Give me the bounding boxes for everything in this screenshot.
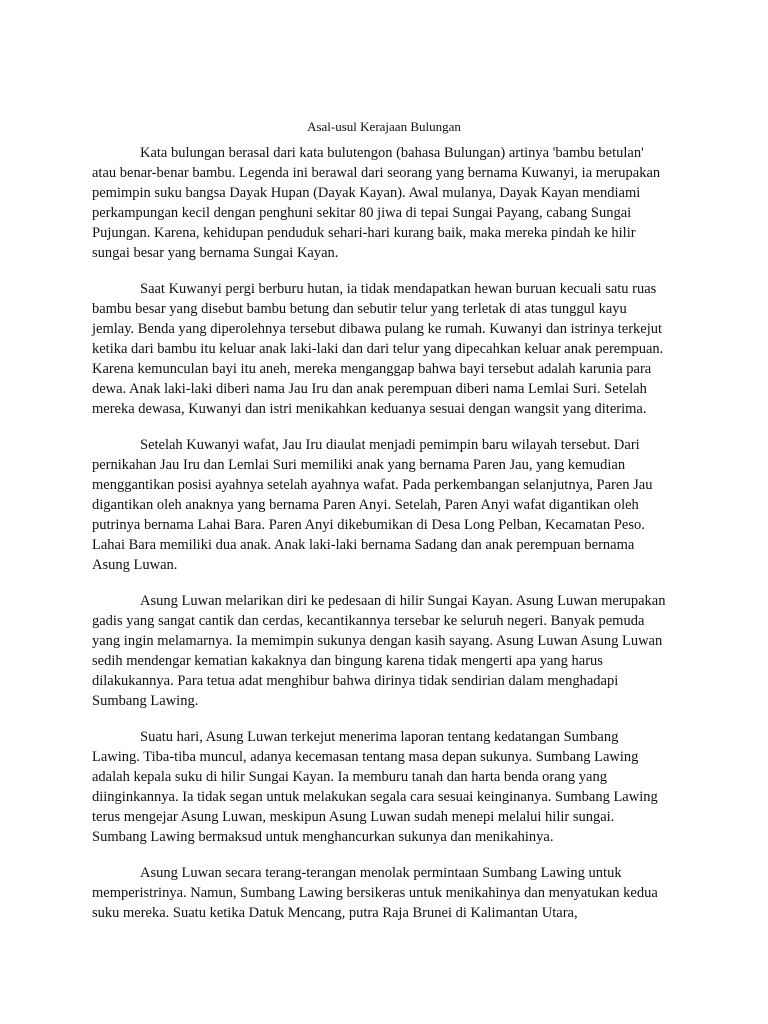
- document-title: Asal-usul Kerajaan Bulungan: [307, 119, 461, 134]
- document-body: [92, 143, 667, 939]
- paragraph: Suatu hari, Asung Luwan terkejut menerima laporan tentang kedatangan Sumbang Lawing. Tiba-tiba muncul, adanya kecemasan tentang masa depan sukunya. Sumbang Lawing adalah kepala suku di hilir Sungai Kayan. Ia memburu tanah dan harta benda orang yang diinginkannya. Ia tidak segan untuk melakukan segala cara sesuai keinginanya. Sumbang Lawing terus mengejar Asung Luwan, meskipun Asung Luwan sudah menepi melalui hilir sungai. Sumbang Lawing bermaksud untuk menghancurkan sukunya dan menikahinya.: [92, 729, 658, 845]
- paragraph: Asung Luwan melarikan diri ke pedesaan di hilir Sungai Kayan. Asung Luwan merupakan gadis yang sangat cantik dan cerdas, kecantikannya tersebar ke seluruh negeri. Banyak pemuda yang ingin melamarnya. Ia memimpin sukunya dengan kasih sayang. Asung Luwan Asung Luwan sedih mendengar kematian kakaknya dan bingung karena tidak mengerti apa yang harus dilakukannya. Para tetua adat menghibur bahwa dirinya tidak sendirian dalam menghadapi Sumbang Lawing.: [92, 593, 666, 709]
- paragraph: Asung Luwan secara terang-terangan menolak permintaan Sumbang Lawing untuk memperistrinya. Namun, Sumbang Lawing bersikeras untuk menikahinya dan menyatukan kedua suku mereka. Suatu ketika Datuk Mencang, putra Raja Brunei di Kalimantan Utara,: [92, 865, 658, 921]
- paragraph: Saat Kuwanyi pergi berburu hutan, ia tidak mendapatkan hewan buruan kecuali satu ruas bambu besar yang disebut bambu betung dan sebutir telur yang terletak di atas tunggul kayu jemlay. Benda yang diperolehnya tersebut dibawa pulang ke rumah. Kuwanyi dan istrinya terkejut ketika dari bambu itu keluar anak laki-laki dan dari telur yang dipecahkan keluar anak perempuan. Karena kemunculan bayi itu aneh, mereka menganggap bahwa bayi tersebut adalah karunia para dewa. Anak laki-laki diberi nama Jau Iru dan anak perempuan diberi nama Lemlai Suri. Setelah mereka dewasa, Kuwanyi dan istri menikahkan keduanya sesuai dengan wangsit yang diterima.: [92, 281, 664, 417]
- paragraph: Setelah Kuwanyi wafat, Jau Iru diaulat menjadi pemimpin baru wilayah tersebut. Dari pernikahan Jau Iru dan Lemlai Suri memiliki anak yang bernama Paren Jau, yang kemudian menggantikan posisi ayahnya setelah ayahnya wafat. Pada perkembangan selanjutnya, Paren Jau digantikan oleh anaknya yang bernama Paren Anyi. Setelah, Paren Anyi wafat digantikan oleh putrinya bernama Lahai Bara. Paren Anyi dikebumikan di Desa Long Pelban, Kecamatan Peso. Lahai Bara memiliki dua anak. Anak laki-laki bernama Sadang dan anak perempuan bernama Asung Luwan.: [92, 437, 653, 573]
- paragraph: Kata bulungan berasal dari kata bulutengon (bahasa Bulungan) artinya 'bambu betulan' atau benar-benar bambu. Legenda ini berawal dari seorang yang bernama Kuwanyi, ia merupakan pemimpin suku bangsa Dayak Hupan (Dayak Kayan). Awal mulanya, Dayak Kayan mendiami perkampungan kecil dengan penghuni sekitar 80 jiwa di tepai Sungai Payang, cabang Sungai Pujungan. Karena, kehidupan penduduk sehari-hari kurang baik, maka mereka pindah ke hilir sungai besar yang bernama Sungai Kayan.: [92, 145, 661, 261]
